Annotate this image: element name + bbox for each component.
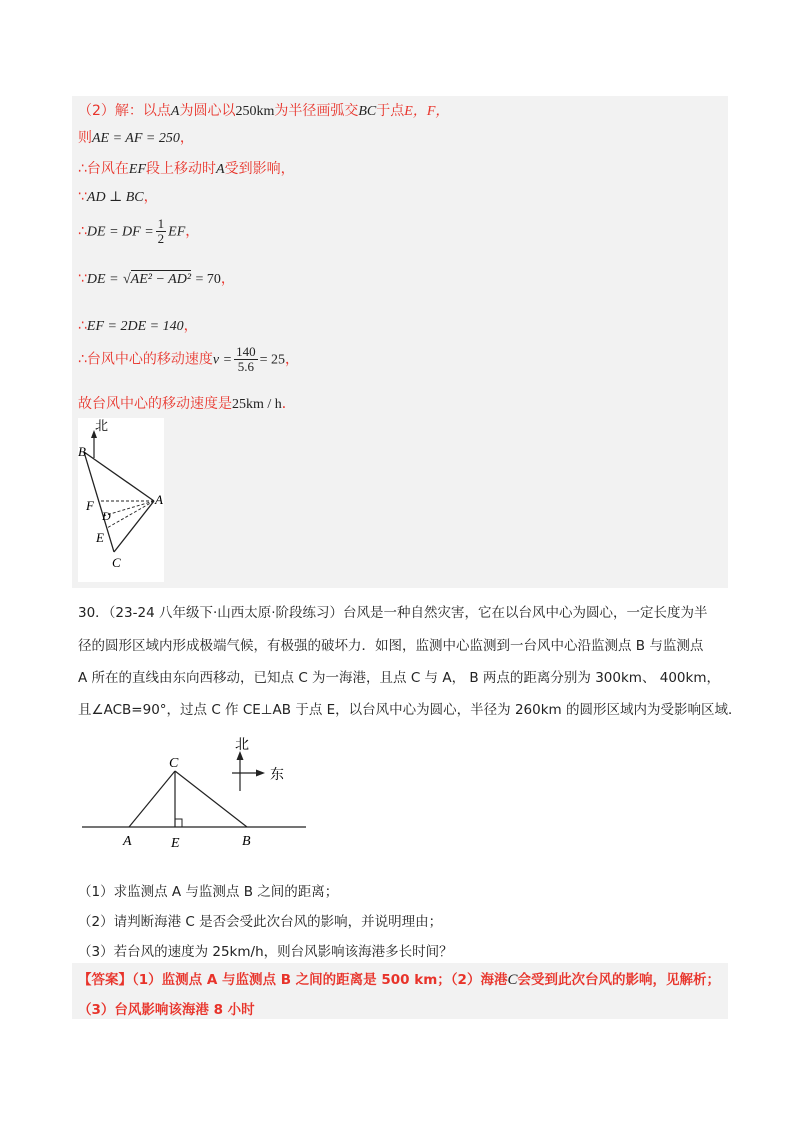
- solution-line-9: [78, 393, 296, 413]
- fraction-numerator: 1: [157, 216, 165, 231]
- answer-line-1: [78, 968, 720, 989]
- problem-paragraph-line-4: 且∠ACB=90°，过点 C 作 CE⊥AB 于点 E，以台风中心为圆心，半径为 260km 的圆形区域内为受影响区域．: [78, 702, 742, 718]
- math-BC: BC: [358, 104, 377, 119]
- math-A: A: [216, 162, 225, 177]
- fraction-denominator: 2: [157, 231, 165, 246]
- point-label-B: B: [78, 444, 86, 459]
- math-result: = 70: [195, 272, 221, 287]
- text: ∵: [78, 189, 87, 205]
- math-speed: 25km / h: [232, 397, 282, 412]
- math-EF: E，F，: [404, 104, 450, 119]
- solution-line-7: [78, 315, 198, 335]
- north-label: 北: [95, 418, 109, 433]
- right-angle-mark: [175, 819, 182, 827]
- sqrt-sign: √: [122, 272, 131, 287]
- solution-line-2: [78, 127, 194, 147]
- text: ∴台风中心的移动速度: [78, 351, 213, 368]
- solution-line-6: [78, 268, 235, 288]
- text: 为圆心以: [179, 103, 236, 119]
- segment-AE: [107, 501, 154, 528]
- fraction-numerator: 140: [236, 344, 256, 359]
- math-result: = 25: [259, 352, 285, 368]
- question-2: （2）请判断海港 C 是否会受此次台风的影响，并说明理由；: [78, 914, 443, 930]
- point-label-A: A: [123, 834, 132, 849]
- point-label-C: C: [112, 555, 121, 570]
- point-label-A: A: [155, 492, 163, 507]
- text: 故台风中心的移动速度是: [78, 396, 232, 412]
- text: 则: [78, 130, 92, 146]
- fraction-denominator: 5.6: [237, 359, 254, 374]
- solution-line-4: [78, 186, 158, 206]
- point-label-E: E: [96, 530, 104, 545]
- text: 为半径画弧交: [274, 103, 359, 119]
- point-label-C: C: [169, 756, 179, 771]
- segment-AC: [129, 771, 175, 827]
- math-EF: EF: [168, 224, 186, 240]
- compass-icon: [232, 751, 265, 791]
- text: ，: [143, 189, 158, 205]
- solution-line-1: [78, 100, 449, 120]
- math-expression: AD ⊥ BC: [86, 190, 144, 205]
- text: ，: [220, 271, 235, 287]
- answer-text: 会受到此次台风的影响，见解析；: [517, 972, 720, 988]
- text: ，: [179, 130, 194, 146]
- answer-text: 【答案】（1）监测点 A 与监测点 B 之间的距离是 500 km；（2）海港: [78, 972, 508, 988]
- segment-CB: [175, 771, 247, 827]
- text: 于点: [376, 103, 405, 119]
- problem-paragraph-line-2: 径的圆形区域内形成极端气候，有极强的破坏力．如图，监测中心监测到一台风中心沿监测点 B 与监测点: [78, 638, 704, 654]
- text: ．: [281, 396, 296, 412]
- north-arrow-icon: [91, 430, 97, 458]
- text: ，: [285, 351, 299, 368]
- east-label: 东: [270, 768, 284, 783]
- point-label-D: D: [102, 509, 111, 523]
- text: （2）解：以点: [78, 103, 171, 119]
- solution-diagram: [78, 418, 164, 582]
- question-3: （3）若台风的速度为 25km/h，则台风影响该海港多长时间？: [78, 944, 453, 960]
- solution-line-3: [78, 158, 295, 178]
- text: 受到影响，: [224, 161, 295, 177]
- math-expression: DE = DF =: [86, 224, 154, 240]
- solution-line-8: [78, 345, 299, 374]
- point-label-F: F: [86, 498, 94, 513]
- solution-line-5: [78, 217, 199, 246]
- problem-paragraph-line-1: 30．（23-24 八年级下·山西太原·阶段练习）台风是一种自然灾害，它在以台风中心为圆心，一定长度为半: [78, 605, 708, 621]
- math-A: A: [170, 104, 180, 119]
- fraction-speed: [234, 345, 258, 374]
- sqrt-radicand: AE² − AD²: [130, 272, 192, 287]
- math-expression: EF = 2DE = 140: [86, 319, 184, 334]
- text: ∴台风在: [78, 161, 129, 177]
- text: ∴: [78, 223, 87, 240]
- north-label: 北: [235, 738, 249, 753]
- math-EF: EF: [128, 162, 147, 177]
- text: ∵: [78, 271, 87, 287]
- answer-line-2: （3）台风影响该海港 8 小时: [78, 1002, 255, 1018]
- math-expression: DE =: [86, 272, 119, 287]
- point-label-B: B: [242, 834, 251, 849]
- segment-AC: [114, 501, 154, 552]
- question-1: （1）求监测点 A 与监测点 B 之间的距离；: [78, 884, 339, 900]
- math-C: C: [507, 972, 518, 988]
- problem-paragraph-line-3: A 所在的直线由东向西移动，已知点 C 为一海港，且点 C 与 A， B 两点的距离分别为 300km、 400km，: [78, 670, 720, 686]
- math-250km: 250km: [235, 104, 275, 119]
- problem-diagram: [82, 735, 312, 853]
- text: ，: [185, 223, 200, 240]
- fraction-half: [156, 217, 167, 246]
- segment-BA: [84, 452, 154, 501]
- point-label-E: E: [171, 836, 180, 851]
- math-expression: AE = AF = 250: [92, 131, 180, 146]
- text: ∴: [78, 318, 87, 334]
- text: ，: [183, 318, 198, 334]
- text: 段上移动时: [146, 161, 217, 177]
- math-expression: v =: [212, 352, 233, 368]
